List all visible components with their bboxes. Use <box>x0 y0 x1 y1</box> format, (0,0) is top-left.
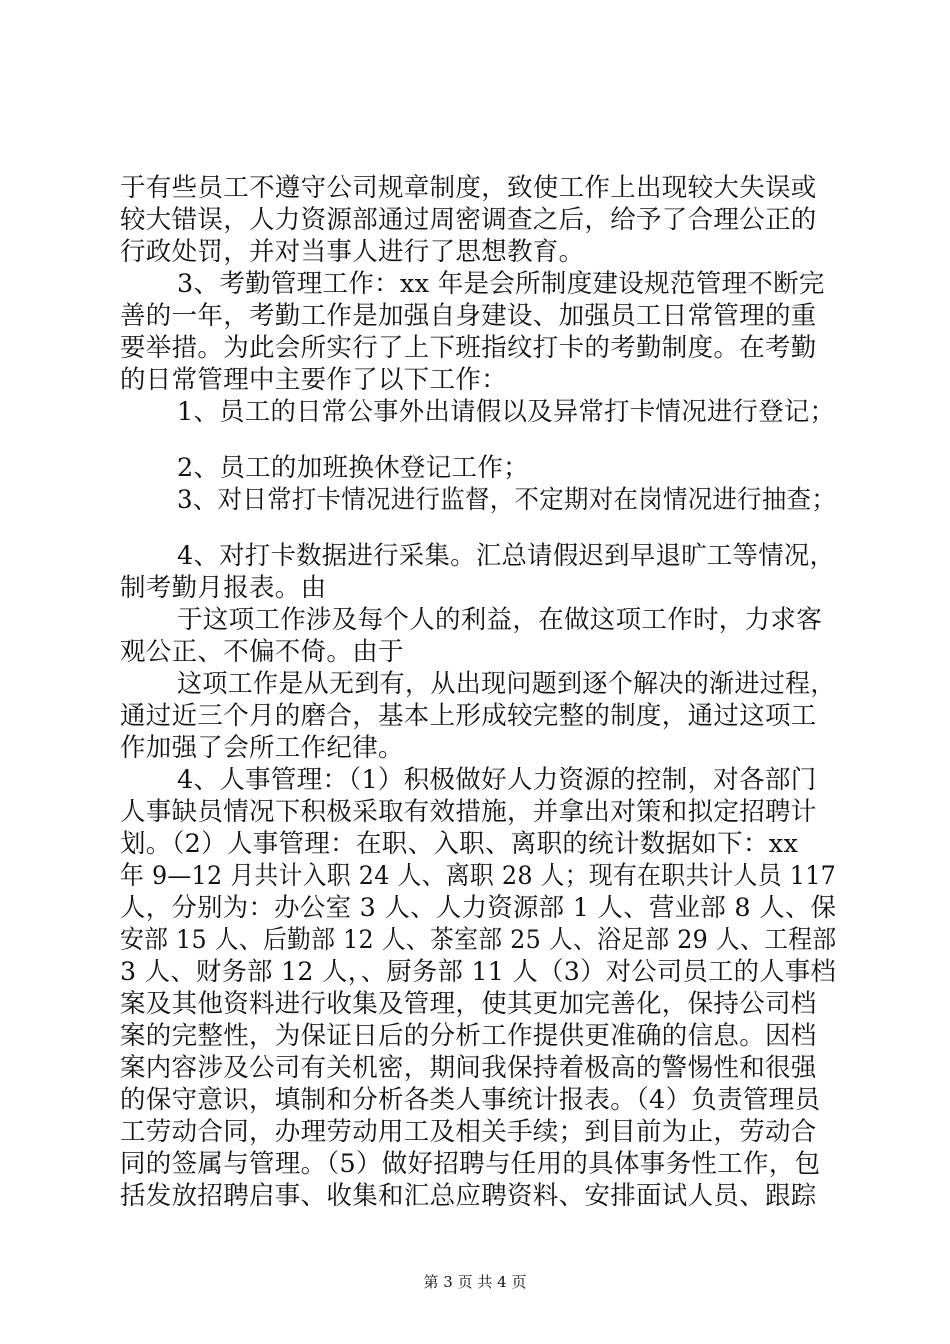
text-line: 的日常管理中主要作了以下工作： <box>120 365 508 395</box>
text-line: 案内容涉及公司有关机密，期间我保持着极高的警惕性和很强 <box>120 1053 817 1083</box>
text-line: 作加强了会所工作纪律。 <box>120 733 404 763</box>
text-line: 工劳动合同，办理劳动用工及相关手续；到目前为止，劳动合 <box>120 1117 817 1147</box>
text-line: 制考勤月报表。由 <box>120 573 327 603</box>
text-line: 于这项工作涉及每个人的利益，在做这项工作时，力求客 <box>177 605 823 635</box>
text-line: 3、考勤管理工作：xx 年是会所制度建设规范管理不断完 <box>177 269 825 299</box>
text-line: 善的一年，考勤工作是加强自身建设、加强员工日常管理的重 <box>120 301 817 331</box>
text-line: 3 人、财务部 12 人，、厨务部 11 人（3）对公司员工的人事档 <box>120 957 837 987</box>
text-line: 人事缺员情况下积极采取有效措施，并拿出对策和拟定招聘计 <box>120 797 817 827</box>
text-line: 2、员工的加班换休登记工作； <box>177 453 529 483</box>
text-line: 同的签属与管理。（5）做好招聘与任用的具体事务性工作，包 <box>120 1149 821 1179</box>
text-line: 4、人事管理：（1）积极做好人力资源的控制，对各部门 <box>177 765 817 795</box>
text-line: 通过近三个月的磨合，基本上形成较完整的制度，通过这项工 <box>120 701 817 731</box>
text-line: 4、对打卡数据进行采集。汇总请假迟到早退旷工等情况， <box>177 541 836 571</box>
text-line: 要举措。为此会所实行了上下班指纹打卡的考勤制度。在考勤 <box>120 333 817 363</box>
text-line: 划。（2）人事管理：在职、入职、离职的统计数据如下：xx <box>120 829 799 859</box>
text-line: 这项工作是从无到有，从出现问题到逐个解决的渐进过程， <box>177 669 836 699</box>
text-line: 较大错误，人力资源部通过周密调查之后，给予了合理公正的 <box>120 205 817 235</box>
page-footer: 第 3 页 共 4 页 <box>423 1273 527 1291</box>
text-line: 3、对日常打卡情况进行监督，不定期对在岗情况进行抽查； <box>177 485 837 515</box>
text-line: 年 9—12 月共计入职 24 人、离职 28 人；现有在职共计人员 117 <box>120 861 837 891</box>
text-line: 1、员工的日常公事外出请假以及异常打卡情况进行登记； <box>177 397 836 427</box>
text-line: 于有些员工不遵守公司规章制度，致使工作上出现较大失误或 <box>120 173 817 203</box>
text-line: 括发放招聘启事、收集和汇总应聘资料、安排面试人员、跟踪 <box>120 1181 817 1211</box>
text-line: 案及其他资料进行收集及管理，使其更加完善化，保持公司档 <box>120 989 817 1019</box>
text-line: 的保守意识，填制和分析各类人事统计报表。（4）负责管理员 <box>120 1085 821 1115</box>
text-line: 观公正、不偏不倚。由于 <box>120 637 404 667</box>
text-line: 人，分别为：办公室 3 人、人力资源部 1 人、营业部 8 人、保 <box>120 893 837 923</box>
text-line: 案的完整性，为保证日后的分析工作提供更准确的信息。因档 <box>120 1021 817 1051</box>
text-line: 行政处罚，并对当事人进行了思想教育。 <box>120 237 585 267</box>
text-line: 安部 15 人、后勤部 12 人、茶室部 25 人、浴足部 29 人、工程部 <box>120 925 837 955</box>
